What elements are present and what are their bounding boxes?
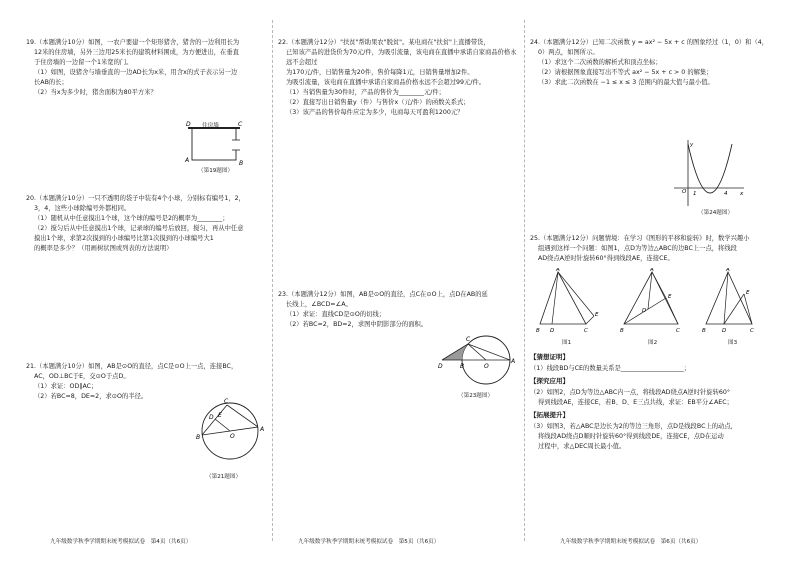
q23-figure: [438, 328, 520, 390]
svg-text:B: B: [620, 328, 624, 334]
q23-line: （1）求证：直线CD是⊙O的切线；: [286, 311, 386, 318]
question-22: [278, 38, 518, 118]
q25-part-3: 过程中，求△DEC周长最小值。: [538, 443, 626, 450]
svg-text:D: D: [550, 328, 555, 334]
q20-line: 摸出1个球，求第2次摸到的小球编号比第1次摸到的小球编号大1: [34, 235, 214, 242]
q25-figure-2: [620, 268, 684, 336]
q22-line: 已知该产品的进货价为70元/件，为吸引流量，该电商在直播中承诺自家商品价格永远不会超过: [286, 49, 517, 66]
svg-text:B: B: [460, 363, 465, 370]
q19-line: 于住房墙的一边留一个1米宽的门。: [34, 59, 133, 66]
page-footer: 九年级数学秋季学期期末统考模拟试卷 第6页（共6页）: [560, 539, 702, 545]
q24-line: （2）请根据图象直接写出不等式 ax² − 5x + c > 0 的解集；: [538, 69, 713, 76]
q22-line: （2）直接写出日销售量y（件）与售价x（元/件）的函数关系式；: [286, 99, 470, 106]
q25-section-guess: 【猜想证明】: [530, 353, 569, 361]
q24-line: 0）两点，如图所示。: [538, 49, 599, 56]
svg-text:E: E: [746, 290, 750, 296]
q20-line: 3，4，这些小球除编号外都相同。: [34, 205, 131, 212]
q25-figure-2-caption: 图2: [648, 340, 658, 346]
svg-text:O: O: [484, 363, 489, 370]
svg-text:D: D: [209, 414, 214, 421]
svg-text:D: D: [642, 308, 647, 314]
svg-text:A: A: [511, 358, 516, 365]
q25-figure-1-caption: 图1: [562, 340, 572, 346]
q20-line: （2）搅匀后从中任意摸出1个球，记录球的编号后放回，搅匀，再从中任意: [34, 225, 244, 232]
svg-text:1: 1: [693, 191, 697, 197]
page-footer: 九年级数学秋季学期期末统考模拟试卷 第5页（共6页）: [298, 539, 440, 545]
svg-text:E: E: [218, 412, 222, 419]
svg-text:B: B: [702, 328, 706, 334]
svg-text:x: x: [740, 191, 744, 197]
q23-line: 长线上，∠BCD=∠A。: [286, 301, 352, 308]
svg-text:B: B: [239, 160, 244, 167]
svg-text:C: C: [224, 398, 229, 405]
q23-caption: （第23题图）: [458, 393, 494, 399]
q19-line: （2）当x为多少时，猪舍面积为80平方米？: [34, 89, 157, 96]
q25-part-2: 得到线段AE，连接CE，若B、D、E三点共线，求证：EB平分∠AEC；: [538, 399, 733, 406]
q20-line: 的概率是多少？（用画树状图或列表的方法说明）: [34, 245, 173, 252]
svg-text:y: y: [690, 142, 694, 148]
q22-line: （3）该产品的售价每件应定为多少，电商每天可盈利1200元？: [286, 109, 464, 116]
q25-line: AD绕点A逆时针旋转60°得到线段AE，连接CE。: [538, 255, 674, 262]
svg-text:A: A: [556, 268, 560, 273]
svg-text:A: A: [260, 426, 265, 433]
q25-section-extend: 【拓展提升】: [530, 411, 569, 419]
svg-text:B: B: [196, 434, 201, 441]
question-23: [278, 290, 518, 330]
q25-part-1: （1）线段BD与CE的数量关系是____________________；: [530, 365, 691, 372]
q25-line: 25.（本题满分12分）问题情境：在学习《图形的平移和旋转》时，数学兴趣小: [530, 235, 750, 242]
q22-line: 为吸引流量，该电商在直播中承诺自家商品价格永远不会超过99元/件。: [286, 79, 486, 86]
q21-figure: [196, 393, 268, 469]
svg-text:A: A: [185, 157, 190, 164]
q20-line: 20.（本题满分10分）一只不透明的袋子中装有4个小球，分别标有编号1，2，: [26, 195, 245, 202]
q21-line: AC，OD⊥BC于E，交⊙O于点D。: [34, 373, 130, 380]
q22-line: 为170元/件，日销售量为20件，售价每降1元，日销售量增加2件。: [286, 69, 474, 76]
q21-caption: （第21题图）: [206, 474, 242, 480]
q22-line: 22.（本题满分12分）"扶贫"帮助果农"脱贫"。某电商在"扶贫"上直播带货，: [278, 39, 490, 46]
question-25-parts: [530, 350, 778, 452]
q22-line: （1）当销售量为30件时，产品的售价为________元/件；: [286, 89, 445, 96]
svg-text:C: C: [466, 336, 471, 343]
q24-line: （3）求此二次函数在 −1 ≤ x ≤ 3 范围内的最大值与最小值。: [538, 79, 714, 86]
svg-text:C: C: [584, 328, 588, 334]
q25-part-2: （2）如图2，点D为等边△ABC内一点，将线段AD绕点A逆时针旋转60°: [530, 389, 731, 396]
q21-line: （1）求证：OD∥AC；: [34, 383, 98, 390]
page-5-column: [278, 28, 518, 528]
q25-figure-1: [536, 268, 600, 336]
page-4-column: [26, 28, 266, 528]
question-25: [530, 234, 778, 264]
q19-wall-label: 住房墙: [202, 123, 219, 129]
q19-line: 12米的住房墙，另外三边用25米长的建筑材料围成，为方便进出，在垂直: [34, 49, 239, 56]
q19-line: 19.（本题满分10分）如图，一农户要建一个矩形猪舍，猪舍的一边利用长为: [26, 39, 240, 46]
question-24: [530, 38, 778, 88]
q24-line: 24.（本题满分12分）已知二次函数 y = ax² − 5x + c 的图象经过（1，0）和（4，: [530, 39, 769, 46]
svg-text:D: D: [438, 363, 443, 370]
q19-line: （1）如图，设猪舍与墙垂直的一边AD长为x米，用含x的式子表示另一边: [34, 69, 238, 76]
q24-caption: （第24题图）: [698, 210, 734, 216]
page-6-column: [530, 28, 778, 528]
q25-part-3: 将线段AD绕点D顺时针旋转60°得到线段DE，连接CE，点D在运动: [538, 433, 724, 440]
svg-text:E: E: [668, 294, 672, 300]
q25-figure-3: [702, 268, 766, 336]
q24-line: （1）求这个二次函数的解析式和顶点坐标；: [538, 59, 662, 66]
question-20: [26, 194, 266, 254]
q25-part-3: （3）如图3，若△ABC是边长为2的等边三角形，点D是线段BC上的动点，: [530, 423, 737, 430]
q23-line: （2）若BC=2，BD=2，求图中阴影部分的面积。: [286, 321, 428, 328]
q23-line: 23.（本题满分12分）如图，AB是⊙O的直径，点C在⊙O上，点D在AB的延: [278, 291, 488, 298]
svg-text:C: C: [238, 121, 243, 128]
column-divider-2: [524, 20, 525, 541]
svg-text:O: O: [230, 433, 235, 440]
svg-text:O: O: [682, 189, 687, 195]
page-footer: 九年级数学秋季学期期末统考模拟试卷 第4页（共6页）: [50, 539, 192, 545]
q19-caption: （第19题图）: [198, 168, 234, 174]
q20-line: （1）随机从中任意摸出1个球，这个球的编号是2的概率为________；: [34, 215, 229, 222]
svg-text:B: B: [536, 328, 540, 334]
svg-text:D: D: [722, 328, 727, 334]
svg-text:C: C: [750, 328, 754, 334]
q25-line: 组遇到这样一个问题：如图1，点D为等边△ABC的边BC上一点，将线段: [538, 245, 737, 252]
svg-text:C: C: [676, 328, 680, 334]
column-divider-1: [272, 20, 273, 541]
svg-text:4: 4: [724, 191, 728, 197]
q21-line: 21.（本题满分10分）如图，AB是⊙O的直径，点C是⊙O上一点，连接BC，: [26, 363, 238, 370]
svg-text:D: D: [186, 121, 191, 128]
svg-text:A: A: [726, 268, 730, 273]
q21-line: （2）若BC=8，DE=2，求⊙O的半径。: [34, 393, 148, 400]
q24-figure: [668, 136, 748, 210]
question-19: [26, 38, 266, 98]
svg-text:A: A: [650, 268, 654, 273]
q25-section-explore: 【探究应用】: [530, 377, 569, 385]
q19-line: 长AB的长；: [34, 79, 68, 86]
svg-text:E: E: [595, 312, 599, 318]
q25-figure-3-caption: 图3: [728, 340, 738, 346]
